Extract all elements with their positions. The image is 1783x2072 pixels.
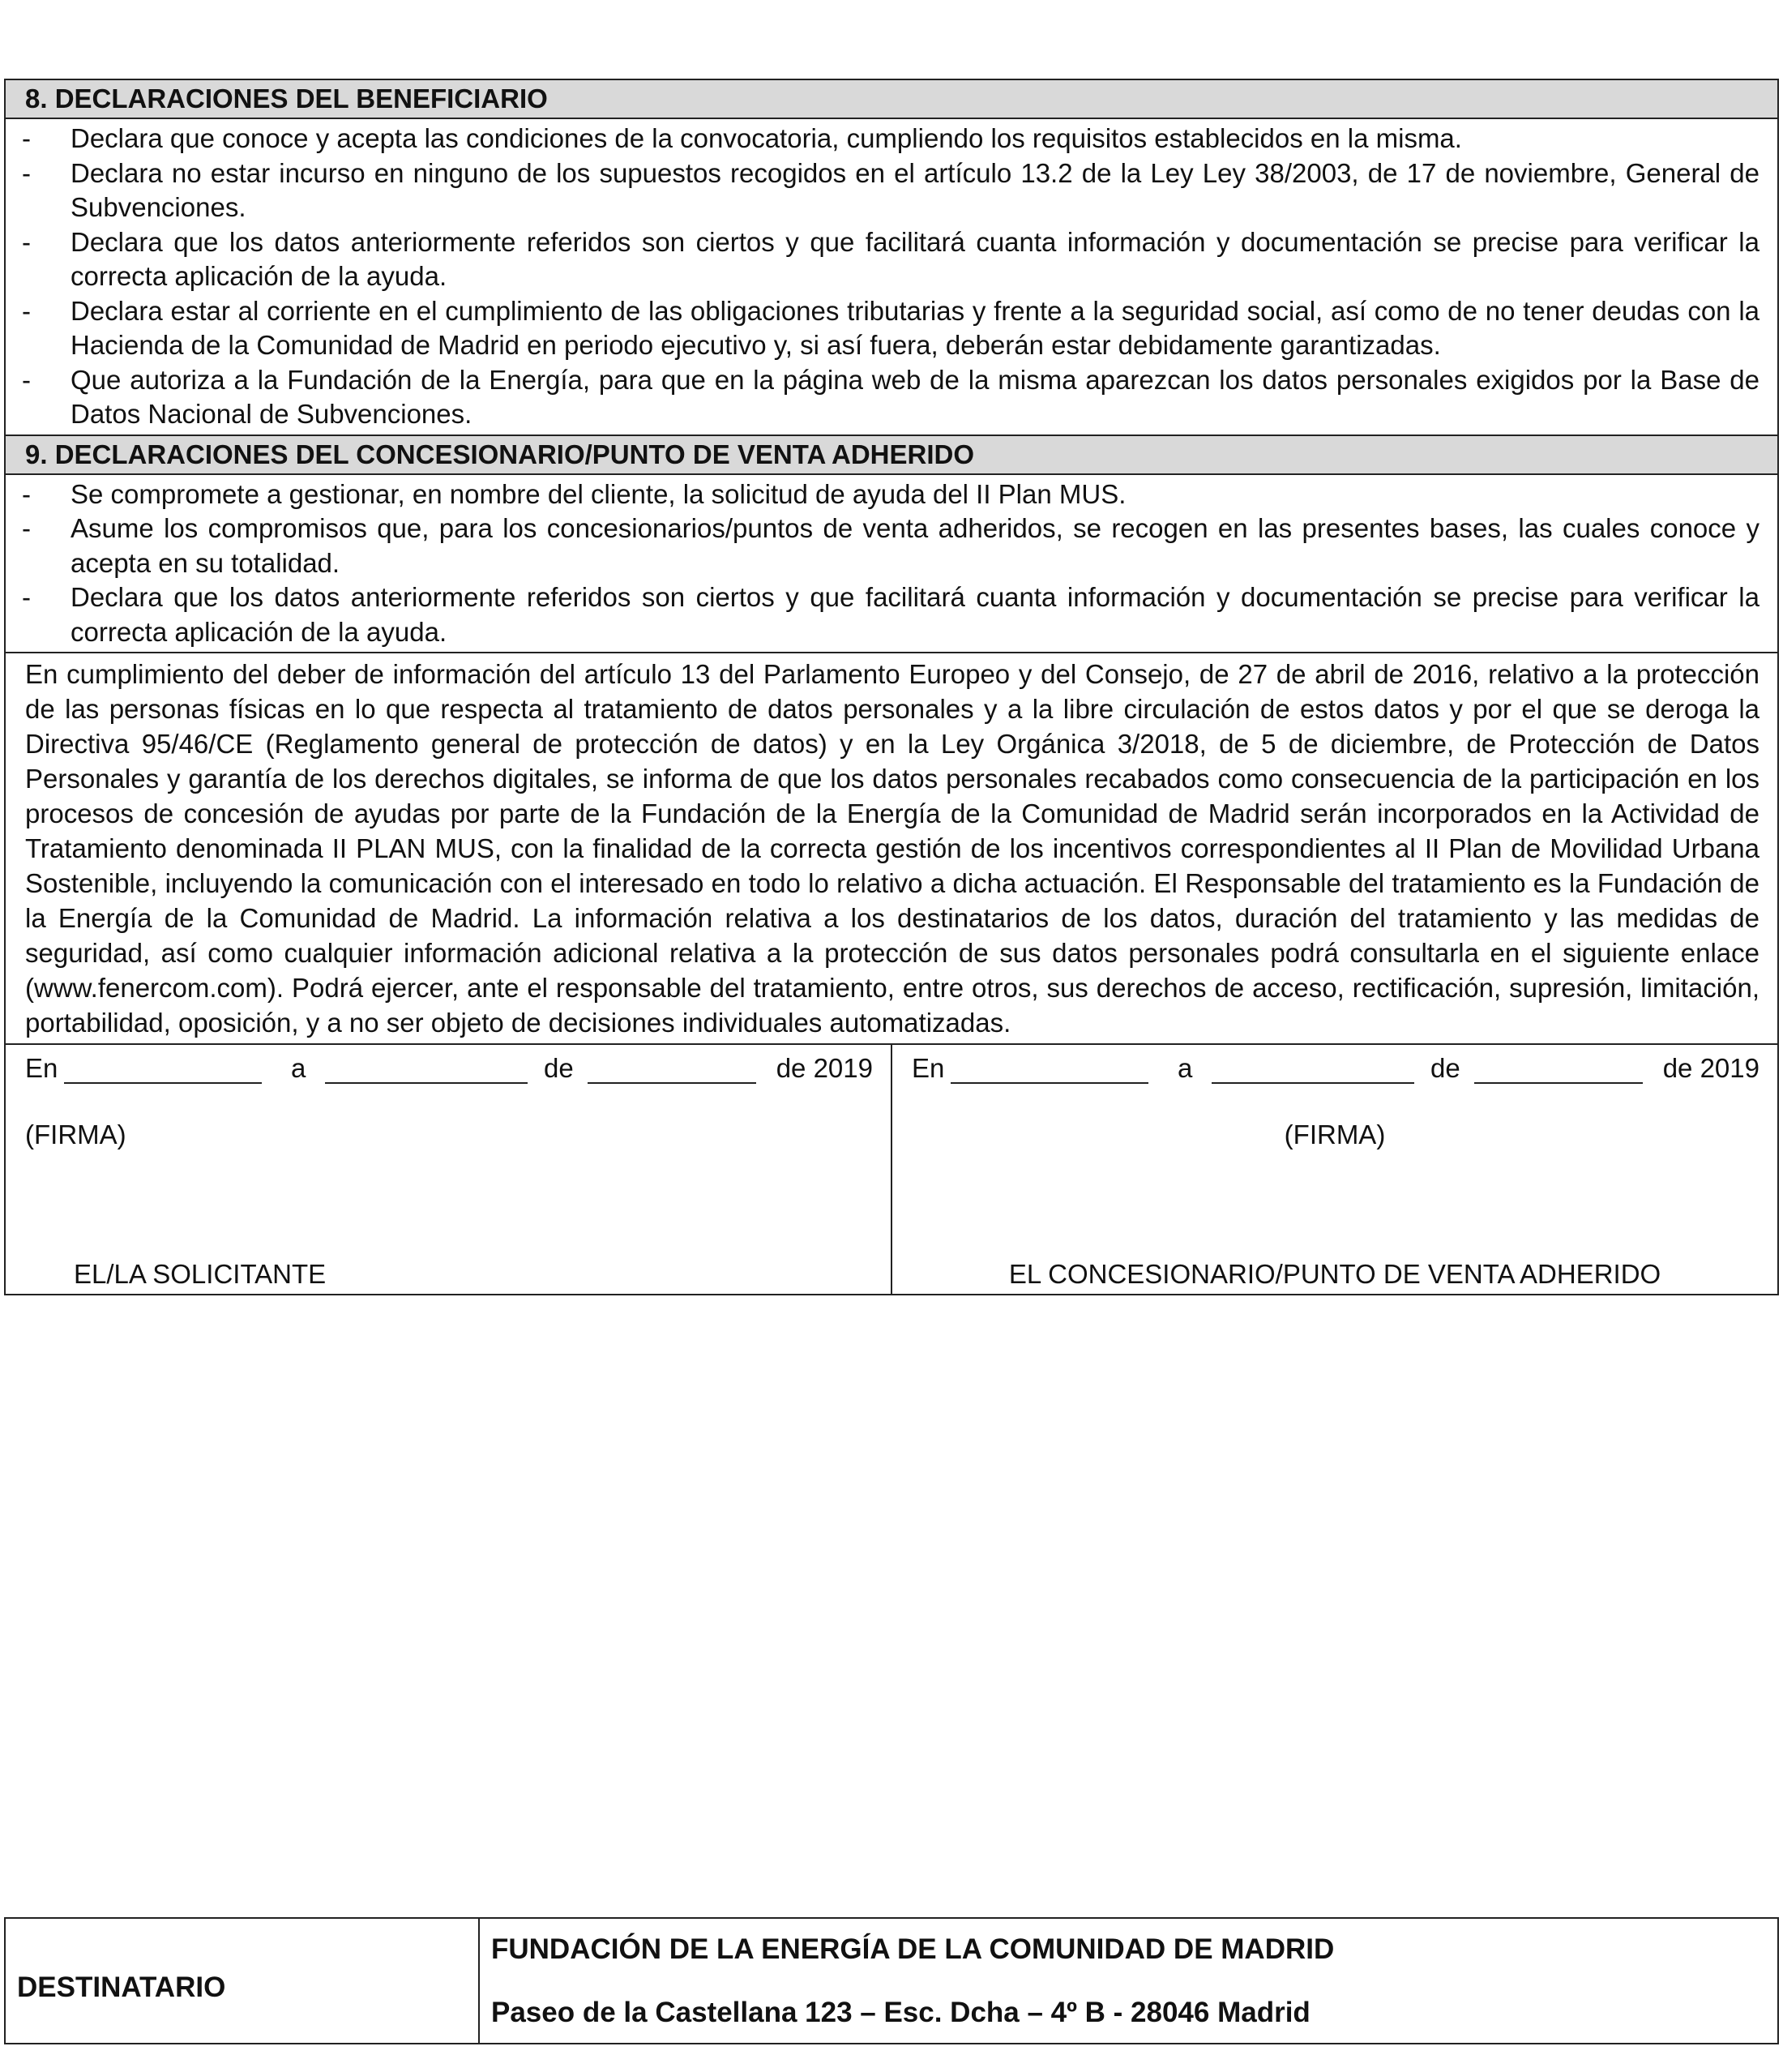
item-text: Declara que los datos anteriormente referidos son ciertos y que facilitará cuanta información y documentación se precise para verificar la correcta aplicación de la ayuda. [71, 582, 1759, 647]
year-label: de 2019 [1662, 1053, 1759, 1083]
list-item [6, 512, 1759, 580]
applicant-signature-box [6, 1045, 892, 1294]
bullet-dash: - [22, 226, 31, 257]
item-text: Asume los compromisos que, para los concesionarios/puntos de venta adheridos, se recogen en las presentes bases, las cuales conoce y acepta en su totalidad. [71, 513, 1759, 578]
dealer-signature-box [892, 1045, 1777, 1294]
bullet-dash: - [22, 123, 31, 153]
item-text: Que autoriza a la Fundación de la Energía, para que en la página web de la misma aparezcan los datos personales exigidos por la Base de Datos Nacional de Subvenciones. [71, 364, 1759, 429]
recipient-name: FUNDACIÓN DE LA ENERGÍA DE LA COMUNIDAD DE MADRID [491, 1933, 1335, 1965]
signature-row [6, 1045, 1777, 1294]
recipient-box [4, 1917, 1779, 2044]
month-field[interactable] [1474, 1082, 1643, 1084]
section-9-title: 9. DECLARACIONES DEL CONCESIONARIO/PUNTO DE VENTA ADHERIDO [6, 436, 1777, 475]
bullet-dash: - [22, 364, 31, 395]
bullet-dash: - [22, 513, 31, 543]
day-field[interactable] [1212, 1082, 1414, 1084]
bullet-dash: - [22, 157, 31, 188]
day-field[interactable] [325, 1082, 528, 1084]
recipient-label: DESTINATARIO [6, 1919, 480, 2043]
de-label: de [1430, 1053, 1460, 1083]
place-prefix: En [25, 1053, 58, 1083]
item-text: Declara estar al corriente en el cumplimiento de las obligaciones tributarias y frente a la seguridad social, así como de no tener deudas con la Hacienda de la Comunidad de Madrid en periodo ejecutivo y, si así fuera, deberán estar debidamente garantizadas. [71, 295, 1759, 360]
place-field[interactable] [64, 1082, 262, 1084]
section-8-title: 8. DECLARACIONES DEL BENEFICIARIO [6, 80, 1777, 119]
list-item [6, 156, 1759, 225]
a-label: a [291, 1053, 306, 1083]
year-label: de 2019 [776, 1053, 873, 1083]
bullet-dash: - [22, 478, 31, 509]
place-date-line [912, 1051, 1759, 1085]
item-text: Declara que los datos anteriormente referidos son ciertos y que facilitará cuanta información y documentación se precise para verificar la correcta aplicación de la ayuda. [71, 226, 1759, 291]
de-label: de [544, 1053, 574, 1083]
dealer-label: EL CONCESIONARIO/PUNTO DE VENTA ADHERIDO [1008, 1259, 1661, 1289]
place-date-line [25, 1051, 873, 1085]
bullet-dash: - [22, 582, 31, 612]
list-item [6, 122, 1759, 156]
place-prefix: En [912, 1053, 945, 1083]
recipient-address: Paseo de la Castellana 123 – Esc. Dcha – 4º B - 28046 Madrid [491, 1997, 1311, 2028]
section-9-body [6, 475, 1777, 654]
firma-label: (FIRMA) [25, 1119, 126, 1149]
list-item [6, 580, 1759, 649]
item-text: Se compromete a gestionar, en nombre del cliente, la solicitud de ayuda del II Plan MUS. [71, 478, 1127, 509]
section-8-body [6, 119, 1777, 436]
list-item [6, 363, 1759, 432]
declarations-form [4, 79, 1779, 1295]
applicant-label: EL/LA SOLICITANTE [74, 1259, 327, 1289]
place-field[interactable] [951, 1082, 1148, 1084]
item-text: Declara no estar incurso en ninguno de los supuestos recogidos en el artículo 13.2 de la Ley Ley 38/2003, de 17 de noviembre, General de Subvenciones. [71, 157, 1759, 222]
month-field[interactable] [588, 1082, 756, 1084]
firma-label: (FIRMA) [1284, 1119, 1386, 1149]
list-item [6, 294, 1759, 363]
a-label: a [1178, 1053, 1193, 1083]
list-item [6, 477, 1759, 512]
recipient-details [480, 1919, 1777, 2043]
bullet-dash: - [22, 295, 31, 326]
privacy-notice: En cumplimiento del deber de información del artículo 13 del Parlamento Europeo y del Consejo, de 27 de abril de 2016, relativo a la protección de las personas físicas en lo que respecta al tratamiento de datos personales y a la libre circulación de estos datos y por el que se deroga la Directiva 95/46/CE (Reglamento general de protección de datos) y en la Ley Orgánica 3/2018, de 5 de diciembre, de Protección de Datos Personales y garantía de los derechos digitales, se informa de que los datos personales recabados como consecuencia de la participación en los procesos de concesión de ayudas por parte de la Fundación de la Energía de la Comunidad de Madrid serán incorporados en la Actividad de Tratamiento denominada II PLAN MUS, con la finalidad de la correcta gestión de los incentivos correspondientes al II Plan de Movilidad Urbana Sostenible, incluyendo la comunicación con el interesado en todo lo relativo a dicha actuación. El Responsable del tratamiento es la Fundación de la Energía de la Comunidad de Madrid. La información relativa a los destinatarios de los datos, duración del tratamiento y las medidas de seguridad, así como cualquier información adicional relativa a la protección de sus datos personales podrá consultarla en el siguiente enlace (www.fenercom.com). Podrá ejercer, ante el responsable del tratamiento, entre otros, sus derechos de acceso, rectificación, supresión, limitación, portabilidad, oposición, y a no ser objeto de decisiones individuales automatizadas. [6, 653, 1777, 1045]
list-item [6, 225, 1759, 294]
item-text: Declara que conoce y acepta las condiciones de la convocatoria, cumpliendo los requisitos establecidos en la misma. [71, 123, 1462, 153]
